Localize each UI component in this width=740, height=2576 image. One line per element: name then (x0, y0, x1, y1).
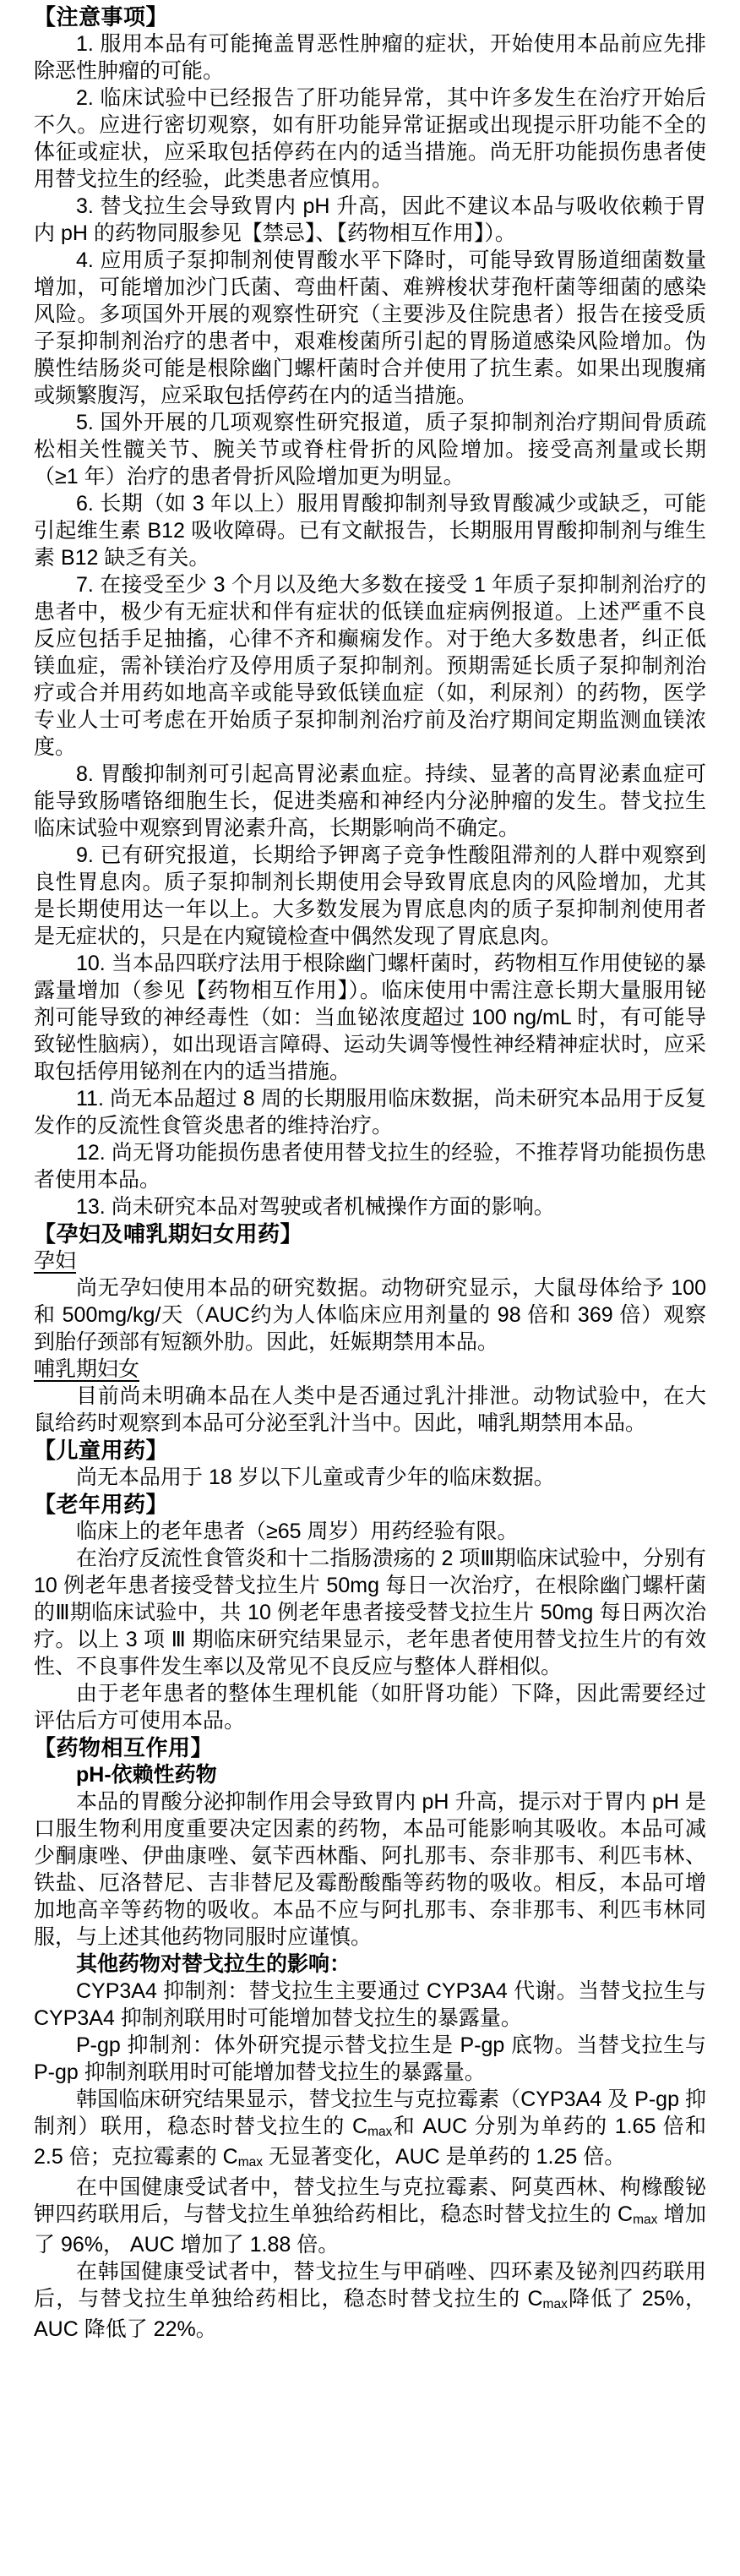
paragraph: 5. 国外开展的几项观察性研究报道，质子泵抑制剂治疗期间骨质疏松相关性髋关节、腕关节或脊柱骨折的风险增加。接受高剂量或长期（≥1 年）治疗的患者骨折风险增加更为明显。 (34, 411, 706, 488)
paragraph: 尚无孕妇使用本品的研究数据。动物研究显示，大鼠母体给予 100 和 500mg/kg/天（AUC约为人体临床应用剂量的 98 倍和 369 倍）观察到胎仔颈部有短额外肋。因此，妊娠期禁用本品。 (34, 1276, 706, 1354)
paragraph: 7. 在接受至少 3 个月以及绝大多数在接受 1 年质子泵抑制剂治疗的患者中，极少有无症状和伴有症状的低镁血症病例报道。上述严重不良反应包括手足抽搐，心律不齐和癫痫发作。对于绝大多数患者，纠正低镁血症，需补镁治疗及停用质子泵抑制剂。预期需延长质子泵抑制剂治疗或合并用药如地高辛或能导致低镁血症（如，利尿剂）的药物，医学专业人士可考虑在开始质子泵抑制剂治疗前及治疗期间定期监测血镁浓度。 (34, 573, 706, 759)
paragraph: 4. 应用质子泵抑制剂使胃酸水平下降时，可能导致胃肠道细菌数量增加，可能增加沙门氏菌、弯曲杆菌、难辨梭状芽孢杆菌等细菌的感染风险。多项国外开展的观察性研究（主要涉及住院患者）报告在接受质子泵抑制剂治疗的患者中，艰难梭菌所引起的胃肠道感染风险增加。伪膜性结肠炎可能是根除幽门螺杆菌时合并使用了抗生素。如果出现腹痛或频繁腹泻，应采取包括停药在内的适当措施。 (34, 248, 706, 407)
section (34, 1220, 706, 1437)
section-heading: 【注意事项】 (34, 4, 169, 30)
paragraph: 6. 长期（如 3 年以上）服用胃酸抑制剂导致胃酸减少或缺乏，可能引起维生素 B12 吸收障碍。已有文献报告，长期服用胃酸抑制剂与维生素 B12 缺乏有关。 (34, 492, 706, 570)
section (34, 1491, 706, 1734)
paragraph: 10. 当本品四联疗法用于根除幽门螺杆菌时，药物相互作用使铋的暴露量增加（参见【药物相互作用】）。临床使用中需注意长期大量服用铋剂可能导致的神经毒性（如：当血铋浓度超过 100 ng/mL 时，有可能导致铋性脑病），如出现语言障碍、运动失调等慢性神经精神症状时，应采取包括停用铋剂在内的适当措施。 (34, 952, 706, 1083)
section-heading: 【儿童用药】 (34, 1438, 169, 1463)
section-heading: 【孕妇及哺乳期妇女用药】 (34, 1221, 303, 1247)
paragraph: 目前尚未明确本品在人类中是否通过乳汁排泄。动物试验中，在大鼠给药时观察到本品可分泌至乳汁当中。因此，哺乳期禁用本品。 (34, 1384, 706, 1435)
paragraph: 8. 胃酸抑制剂可引起高胃泌素血症。持续、显著的高胃泌素血症可能导致肠嗜铬细胞生长，促进类癌和神经内分泌肿瘤的发生。替戈拉生临床试验中观察到胃泌素升高，长期影响尚不确定。 (34, 762, 706, 840)
paragraph: 11. 尚无本品超过 8 周的长期服用临床数据，尚未研究本品用于反复发作的反流性食管炎患者的维持治疗。 (34, 1087, 706, 1138)
section (34, 3, 706, 1220)
sub-heading: 孕妇 (34, 1249, 77, 1273)
section-heading: 【老年用药】 (34, 1492, 169, 1517)
paragraph: 临床上的老年患者（≥65 周岁）用药经验有限。 (76, 1520, 519, 1543)
sub-heading: 哺乳期妇女 (34, 1357, 140, 1381)
sections-container (34, 3, 706, 2343)
paragraph: 韩国临床研究结果显示，替戈拉生与克拉霉素（CYP3A4 及 P-gp 抑制剂）联用，稳态时替戈拉生的 $C_{max}$和 AUC 分别为单药的 1.65 倍和 2.5 倍；克拉霉素的 $C_{max}$ 无显著变化，AUC 是单药的 1.25 倍。 (34, 2088, 706, 2169)
paragraph: 由于老年患者的整体生理机能（如肝肾功能）下降，因此需要经过评估后方可使用本品。 (34, 1682, 706, 1733)
paragraph: 在韩国健康受试者中，替戈拉生与甲硝唑、四环素及铋剂四药联用后，与替戈拉生单独给药相比，稳态时替戈拉生的 $C_{max}$降低了 25%， AUC 降低了 22%。 (34, 2260, 706, 2341)
section-heading: 【药物相互作用】 (34, 1735, 214, 1760)
paragraph: 尚无本品用于 18 岁以下儿童或青少年的临床数据。 (76, 1465, 555, 1489)
paragraph: 本品的胃酸分泌抑制作用会导致胃内 pH 升高，提示对于胃内 pH 是口服生物利用度重要决定因素的药物，本品可能影响其吸收。本品可减少酮康唑、伊曲康唑、氨苄西林酯、阿扎那韦、奈非那韦、利匹韦林、铁盐、厄洛替尼、吉非替尼及霉酚酸酯等药物的吸收。相反，本品可增加地高辛等药物的吸收。本品不应与阿扎那韦、奈非那韦、利匹韦林同服，与上述其他药物同服时应谨慎。 (34, 1790, 706, 1949)
paragraph: 13. 尚未研究本品对驾驶或者机械操作方面的影响。 (76, 1195, 555, 1219)
section (34, 1734, 706, 2343)
bold-sub-heading: 其他药物对替戈拉生的影响： (76, 1952, 351, 1976)
bold-sub-heading: pH-依赖性药物 (76, 1763, 217, 1787)
paragraph: P-gp 抑制剂：体外研究提示替戈拉生是 P-gp 底物。当替戈拉生与 P-gp 抑制剂联用时可能增加替戈拉生的暴露量。 (34, 2033, 706, 2084)
paragraph: 12. 尚无肾功能损伤患者使用替戈拉生的经验，不推荐肾功能损伤患者使用本品。 (34, 1141, 706, 1192)
section (34, 1437, 706, 1491)
paragraph: 1. 服用本品有可能掩盖胃恶性肿瘤的症状，开始使用本品前应先排除恶性肿瘤的可能。 (34, 32, 706, 83)
paragraph: 在治疗反流性食管炎和十二指肠溃疡的 2 项Ⅲ期临床试验中，分别有 10 例老年患者接受替戈拉生片 50mg 每日一次治疗，在根除幽门螺杆菌的Ⅲ期临床试验中，共 10 例老年患者接受替戈拉生片 50mg 每日两次治疗。以上 3 项 Ⅲ 期临床研究结果显示，老年患者使用替戈拉生片的有效性、不良事件发生率以及常见不良反应与整体人群相似。 (34, 1547, 706, 1678)
paragraph: 9. 已有研究报道，长期给予钾离子竞争性酸阻滞剂的人群中观察到良性胃息肉。质子泵抑制剂长期使用会导致胃底息肉的风险增加，尤其是长期使用达一年以上。大多数发展为胃底息肉的质子泵抑制剂使用者是无症状的，只是在内窥镜检查中偶然发现了胃底息肉。 (34, 843, 706, 948)
paragraph: 2. 临床试验中已经报告了肝功能异常，其中许多发生在治疗开始后不久。应进行密切观察，如有肝功能异常证据或出现提示肝功能不全的体征或症状，应采取包括停药在内的适当措施。尚无肝功能损伤患者使用替戈拉生的经验，此类患者应慎用。 (34, 86, 706, 191)
paragraph: 3. 替戈拉生会导致胃内 pH 升高，因此不建议本品与吸收依赖于胃内 pH 的药物同服参见【禁忌】、【药物相互作用】）。 (34, 194, 706, 245)
paragraph: CYP3A4 抑制剂：替戈拉生主要通过 CYP3A4 代谢。当替戈拉生与 CYP3A4 抑制剂联用时可能增加替戈拉生的暴露量。 (34, 1979, 706, 2030)
paragraph: 在中国健康受试者中，替戈拉生与克拉霉素、阿莫西林、枸橼酸铋钾四药联用后，与替戈拉生单独给药相比，稳态时替戈拉生的 $C_{max}$ 增加了 96%， AUC 增加了 1.88 倍。 (34, 2175, 706, 2257)
